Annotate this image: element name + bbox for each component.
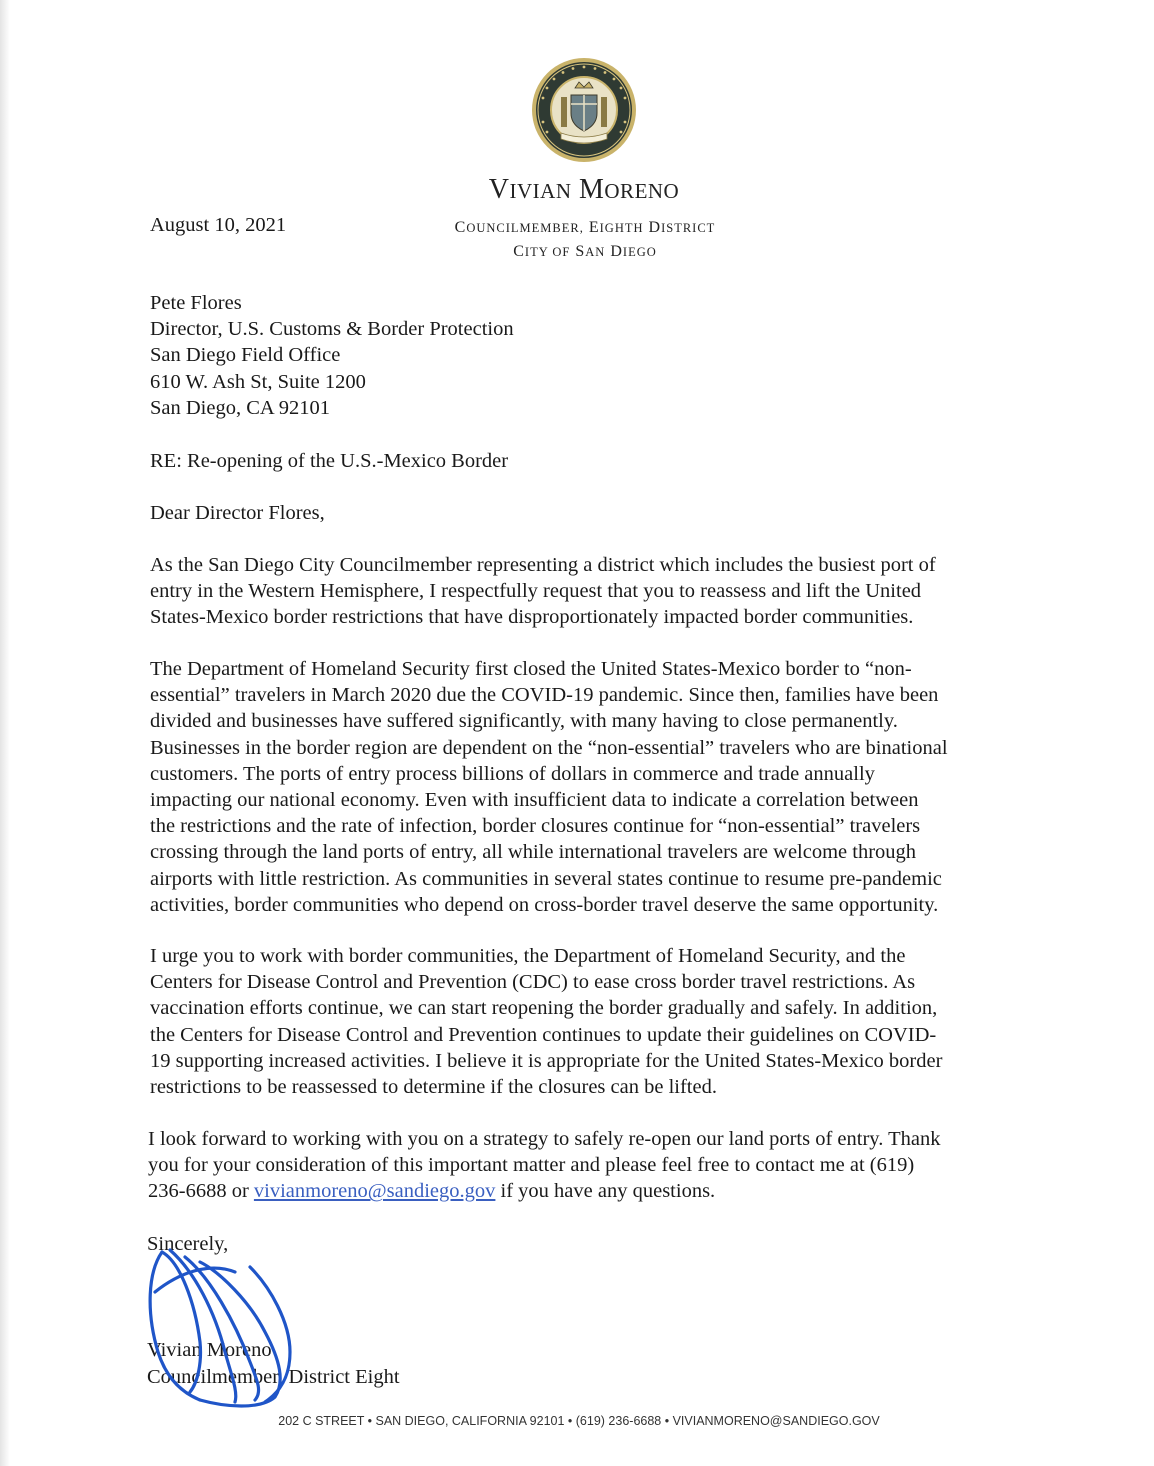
recipient-address (150, 290, 514, 421)
email-link[interactable]: vivianmoreno@sandiego.gov (253, 1180, 496, 1203)
paragraph-line: crossing through the land ports of entry, all while international travelers are welcome through (150, 841, 917, 864)
paragraph-line (148, 1178, 1038, 1204)
city-seal-logo (531, 57, 637, 163)
paragraph-text: 236-6688 or (148, 1180, 254, 1203)
letterhead-title: COUNCILMEMBER, EIGHTH DISTRICT (454, 219, 716, 236)
paragraph-line: the restrictions and the rate of infection, border closures continue for “non-essential” travelers (150, 815, 921, 838)
paragraph-line: customers. The ports of entry process billions of dollars in commerce and trade annually (150, 762, 875, 785)
recipient-line: Director, U.S. Customs & Border Protection (150, 318, 514, 341)
recipient-line: Pete Flores (150, 292, 242, 314)
signer-name: Vivian Moreno (147, 1339, 272, 1361)
paragraph-line: restrictions to be reassessed to determine if the closures can be lifted. (150, 1076, 717, 1099)
paragraph-line: 19 supporting increased activities. I believe it is appropriate for the United States-Mexico border (150, 1049, 943, 1072)
body-paragraph-1 (150, 552, 1040, 631)
recipient-line: 610 W. Ash St, Suite 1200 (150, 370, 366, 393)
subject-line: RE: Re-opening of the U.S.-Mexico Border (150, 450, 509, 472)
paragraph-line: impacting our national economy. Even with insufficient data to indicate a correlation between (150, 789, 919, 812)
letterhead-city: CITY OF SAN DIEGO (513, 243, 657, 260)
recipient-line: San Diego Field Office (150, 344, 341, 367)
paragraph-line: I urge you to work with border communities, the Department of Homeland Security, and the (150, 945, 906, 967)
closing: Sincerely, (147, 1233, 229, 1255)
paragraph-line: essential” travelers in March 2020 due the COVID-19 pandemic. Since then, families have been (150, 684, 939, 707)
salutation: Dear Director Flores, (150, 502, 325, 524)
paragraph-line: I look forward to working with you on a strategy to safely re-open our land ports of entry. Thank (148, 1128, 941, 1150)
paragraph-text: if you have any questions. (495, 1180, 716, 1203)
paragraph-line: entry in the Western Hemisphere, I respectfully request that you to reassess and lift the United (150, 580, 922, 603)
paragraph-line: Centers for Disease Control and Prevention (CDC) to ease cross border travel restrictions. As (150, 971, 916, 994)
paragraph-line: The Department of Homeland Security first closed the United States-Mexico border to “non- (150, 658, 912, 680)
body-paragraph-3 (150, 943, 1040, 1100)
paragraph-line: As the San Diego City Councilmember representing a district which includes the busiest port of (150, 554, 936, 576)
recipient-line: San Diego, CA 92101 (150, 396, 330, 419)
paragraph-line: States-Mexico border restrictions that have disproportionately impacted border communities. (150, 606, 914, 629)
paragraph-line: the Centers for Disease Control and Prevention continues to update their guidelines on COVID- (150, 1023, 937, 1046)
body-paragraph-4 (148, 1126, 1038, 1205)
paragraph-line: you for your consideration of this important matter and please feel free to contact me at (619) (148, 1154, 915, 1177)
letter-date: August 10, 2021 (150, 214, 287, 236)
paragraph-line: airports with little restriction. As communities in several states continue to resume pre-pandemic (150, 867, 942, 890)
signer-title: Councilmember, District Eight (147, 1366, 400, 1388)
paragraph-line: Businesses in the border region are dependent on the “non-essential” travelers who are binational (150, 736, 948, 759)
letter-footer: 202 C STREET • SAN DIEGO, CALIFORNIA 92101 • (619) 236-6688 • VIVIANMORENO@SANDIEGO.GOV (278, 1414, 880, 1428)
paragraph-line: activities, border communities who depend on cross-border travel deserve the same opportunity. (150, 893, 939, 916)
paragraph-line: vaccination efforts continue, we can start reopening the border gradually and safely. In addition, (150, 997, 938, 1020)
paragraph-line: divided and businesses have suffered significantly, with many having to close permanently. (150, 710, 898, 733)
letterhead-name: VIVIAN MORENO (488, 174, 680, 205)
body-paragraph-2 (150, 656, 1040, 918)
